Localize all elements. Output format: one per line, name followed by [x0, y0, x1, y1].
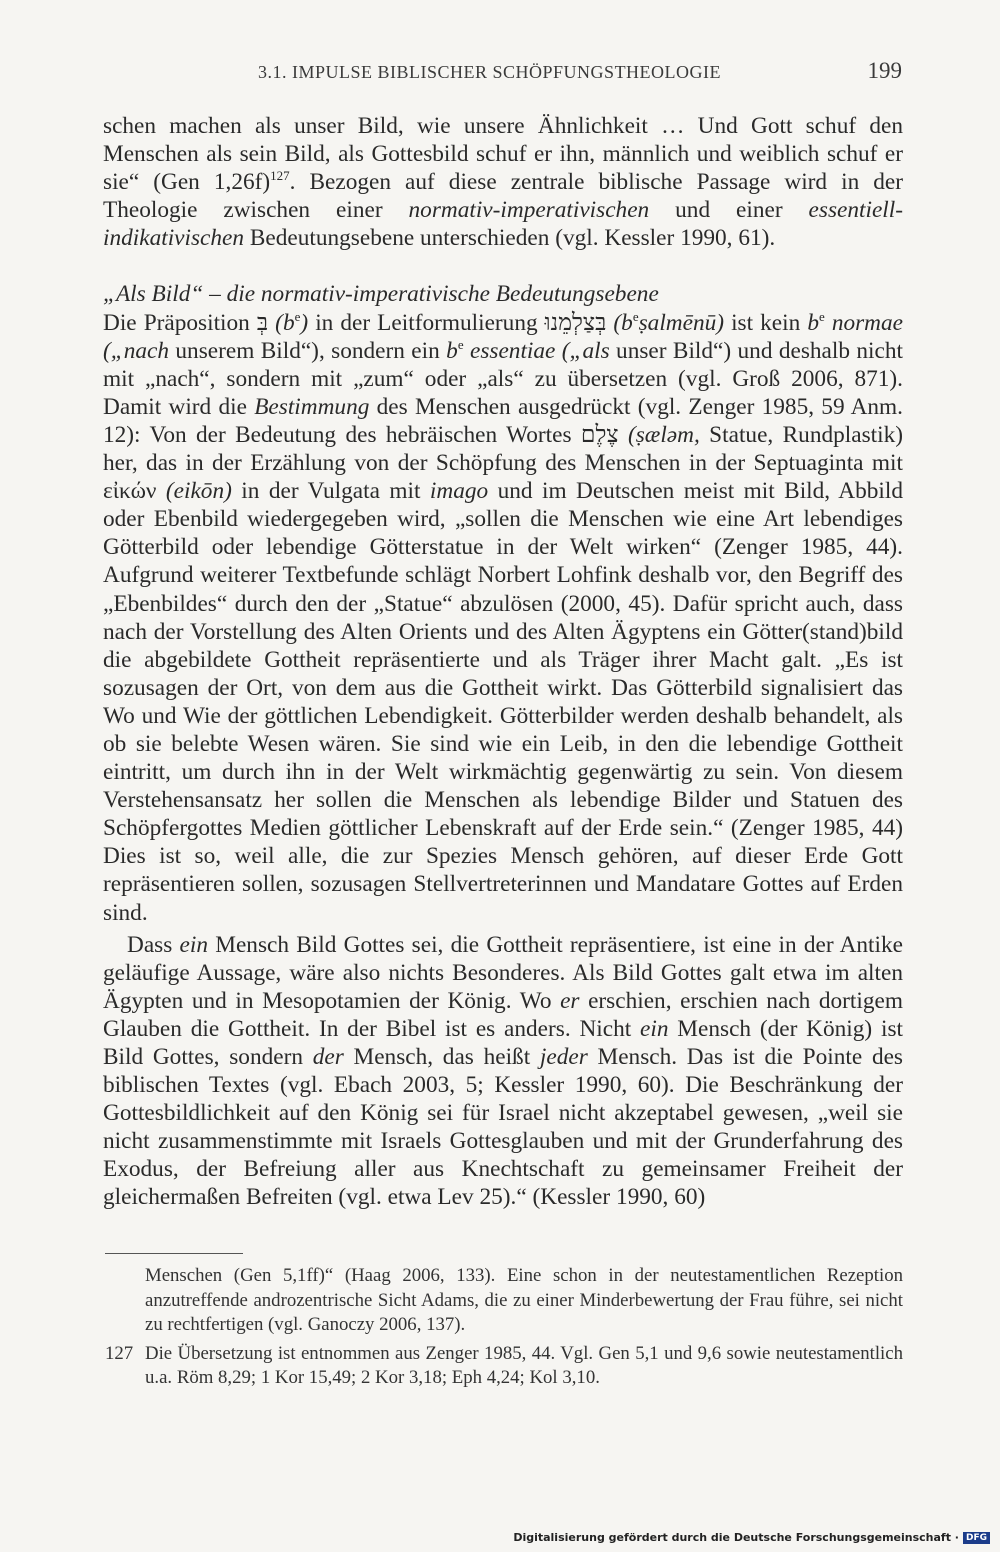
- running-header: [258, 58, 902, 84]
- running-title: 3.1. IMPULSE BIBLISCHER SCHÖPFUNGSTHEOLOGIE: [258, 62, 722, 82]
- main-text: [103, 112, 903, 1212]
- text-run: ist kein: [724, 309, 808, 336]
- digitization-credit: [513, 1531, 990, 1544]
- text-run: Mensch (der König) ist Bild Gottes, sondern: [103, 1015, 903, 1070]
- hebrew-word: צֶלֶם: [580, 421, 619, 448]
- italic-term: essentiell-indikativischen: [103, 197, 903, 252]
- transliteration: ): [300, 309, 309, 336]
- italic-term: ein: [640, 1015, 669, 1042]
- text-run: Die Präposition: [103, 309, 257, 336]
- text-run: Bedeutungsebene unterschieden (vgl. Kessler 1990, 61).: [244, 225, 776, 252]
- paragraph-2: [103, 309, 903, 927]
- transliteration: ṣalmēnū): [638, 309, 725, 336]
- italic-term: Bestimmung: [254, 393, 370, 420]
- superscript: e: [294, 308, 301, 324]
- text-run: schen machen als unser Bild, wie unsere Ähnlichkeit … Und Gott schuf den Menschen als sein Bild, als Gottesbild schuf er ihn, männlich und weiblich schuf er sie“ (Gen 1,26f): [103, 113, 903, 196]
- text-run: des Menschen ausgedrückt (vgl. Zenger 1985, 59 Anm. 12): Von der Bedeutung des hebräischen Wortes: [103, 393, 903, 448]
- text-run: unser Bild“) und deshalb nicht mit „nach“, sondern mit „zum“ oder „als“ zu übersetzen (vgl. Groß 2006, 871). Damit wird die: [103, 337, 903, 420]
- paragraph-3: [103, 931, 903, 1212]
- footnote-ref-127[interactable]: 127: [270, 168, 290, 184]
- text-run: Mensch. Das ist die Pointe des biblischen Textes (vgl. Ebach 2003, 5; Kessler 1990, 60). Die Beschränkung der Gottesbildlichkeit auf den König sei für Israel nicht akzeptabel gewesen, „weil sie nicht zusammenstimmte mit Israels Gottesglauben und mit der Grunderfahrung des Exodus, der Befreiung aller aus Knechtschaft zu gemeinsamer Freiheit der gleichermaßen Befreiten (vgl. etwa Lev 25).“ (Kessler 1990, 60): [103, 1044, 904, 1211]
- footnote-127: [105, 1342, 903, 1391]
- superscript: e: [457, 336, 464, 352]
- italic-term: b: [446, 337, 458, 364]
- footnote-text: Die Übersetzung ist entnommen aus Zenger 1985, 44. Vgl. Gen 5,1 und 9,6 sowie neutestamentlich u.a. Röm 8,29; 1 Kor 15,49; 2 Kor 3,18; Eph 4,24; Kol 3,10.: [145, 1342, 903, 1388]
- text-run: in der Vulgata mit: [231, 478, 430, 505]
- section-subheading: „Als Bild“ – die normativ-imperativische Bedeutungsebene: [103, 281, 659, 308]
- transliteration: (eikōn): [156, 478, 232, 505]
- text-run: erschien, erschien nach dortigem Glauben die Gottheit. In der Bibel ist es anders. Nicht: [103, 987, 903, 1042]
- transliteration: (b: [268, 309, 295, 336]
- text-run: unserem Bild“), sondern ein: [169, 337, 447, 364]
- text-run: und einer: [649, 197, 809, 224]
- footnote-separator: [105, 1253, 243, 1254]
- page-number: 199: [867, 58, 902, 83]
- text-run: in der Leitformulierung: [308, 309, 545, 336]
- text-run: . Bezogen auf diese zentrale biblische Passage wird in der Theologie zwischen einer: [103, 169, 903, 224]
- italic-term: normativ-imperativischen: [408, 197, 650, 224]
- credit-text: Digitalisierung gefördert durch die Deutsche Forschungsgemeinschaft ·: [513, 1531, 959, 1544]
- footnote-continued: Menschen (Gen 5,1ff)“ (Haag 2006, 133). Eine schon in der neutestamentlichen Rezeption anzutreffende androzentrische Sicht Adams, die zu einer Minderbewertung der Frau führe, sei nicht zu rechtfertigen (vgl. Ganoczy 2006, 137).: [145, 1265, 903, 1335]
- dfg-logo: DFG: [963, 1532, 990, 1544]
- transliteration: (ṣæləm,: [618, 421, 700, 448]
- text-run: Mensch Bild Gottes sei, die Gottheit repräsentiere, ist eine in der Antike geläufige Aussage, wäre also nichts Besonderes. Als Bild Gottes galt etwa im alten Ägypten und in Mesopotamien der König. Wo: [103, 931, 903, 1014]
- hebrew-word: בְּ: [256, 309, 269, 336]
- hebrew-word: בְּצַלְמֵנוּ: [544, 309, 607, 336]
- italic-term: imago: [429, 478, 489, 505]
- italic-term: jeder: [539, 1044, 588, 1070]
- italic-term: essentiae („als: [463, 337, 610, 364]
- italic-term: ein: [179, 931, 209, 958]
- italic-term: er: [560, 987, 580, 1014]
- text-run: und im Deutschen meist mit Bild, Abbild oder Ebenbild wiedergegeben wird, „sollen die Menschen wie eine Art lebendiges Götterbild oder lebendige Götterstatue in der Welt wirken“ (Zenger 1985, 44). Aufgrund weiterer Textbefunde schlägt Norbert Lohfink deshalb vor, den Begriff des „Ebenbildes“ durch den der „Statue“ abzulösen (2000, 45). Dafür spricht auch, dass nach der Vorstellung des Alten Orients und des Alten Ägyptens ein Götter(stand)bild die abgebildete Gottheit repräsentierte und als Träger ihrer Macht galt. „Es ist sozusagen der Ort, von dem aus die Gottheit wirkt. Das Götterbild signalisiert das Wo und Wie der göttlichen Lebendigkeit. Götterbilder werden deshalb behandelt, als ob sie belebte Wesen wären. Sie sind wie ein Leib, in den die lebendige Gottheit eintritt, um durch ihn in der Welt wirkmächtig gegenwärtig zu sein. Von diesem Verstehensansatz her sollen die Menschen als lebendige Bilder und Statuen des Schöpfergottes Medien göttlicher Lebenskraft auf der Erde sein.“ (Zenger 1985, 44) Dies ist so, weil alle, die zur Spezies Mensch gehören, auf dieser Erde Gott repräsentieren sollen, sozusagen Stellvertreterinnen und Mandatare Gottes auf Erden sind.: [103, 478, 903, 926]
- transliteration: (b: [606, 309, 633, 336]
- italic-term: b: [807, 309, 819, 336]
- text-run: Statue, Rundplastik) her, das in der Erzählung von der Schöpfung des Menschen in der Septuaginta mit: [103, 421, 903, 477]
- superscript: e: [632, 308, 639, 324]
- superscript: e: [818, 308, 825, 324]
- greek-word: εἰκών: [103, 478, 157, 505]
- paragraph-1: [103, 112, 903, 252]
- footnotes: [105, 1264, 903, 1391]
- italic-term: der: [312, 1044, 344, 1070]
- italic-term: normae („nach: [103, 309, 903, 364]
- footnote-number: 127: [105, 1342, 134, 1364]
- text-run: Mensch, das heißt: [343, 1044, 540, 1070]
- text-run: Dass: [127, 931, 180, 958]
